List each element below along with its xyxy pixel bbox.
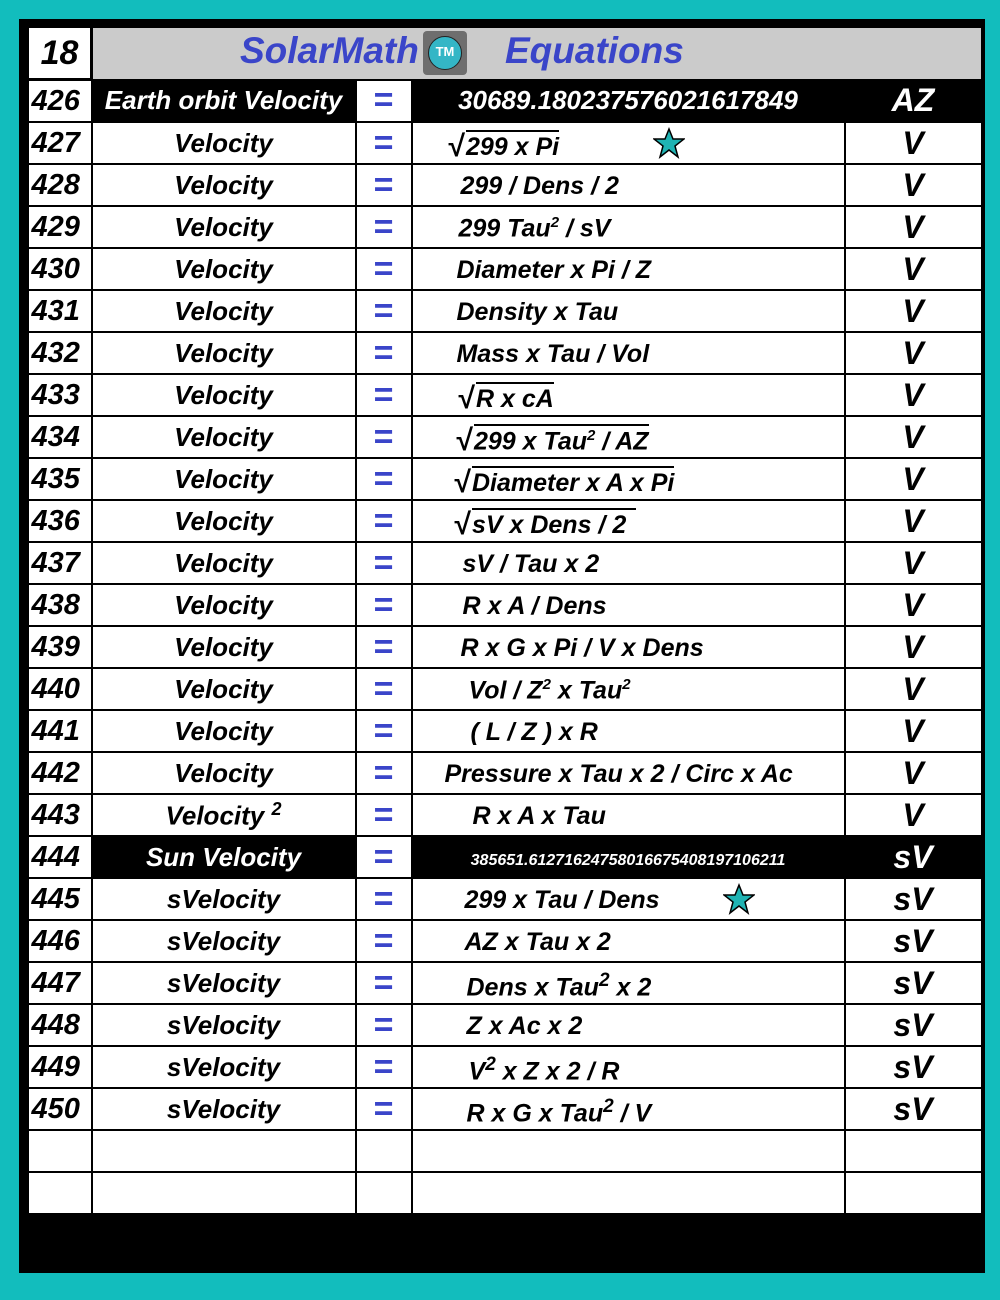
row-number: 439 [28,626,92,668]
equals-sign: = [356,416,412,458]
equals-sign: = [356,500,412,542]
row-number: 447 [28,962,92,1004]
empty-row [28,1172,982,1214]
variable-name: Velocity [92,752,356,794]
formula: R x G x Tau$^2$ / V [412,1088,845,1130]
square-root-icon: √ [456,424,473,458]
unit-symbol: V [845,122,982,164]
row-number: 437 [28,542,92,584]
variable-name: Velocity [92,206,356,248]
variable-name: sVelocity [92,1004,356,1046]
empty-cell [356,1172,412,1214]
variable-name: Velocity [92,500,356,542]
table-row [28,752,982,794]
variable-name: Velocity $^2$ [92,794,356,836]
variable-name: sVelocity [92,920,356,962]
variable-name: Velocity [92,416,356,458]
equals-sign: = [356,1088,412,1130]
formula: Dens x Tau$^2$ x 2 [412,962,845,1004]
equals-sign: = [356,920,412,962]
variable-name: sVelocity [92,1088,356,1130]
formula: Density x Tau [412,290,845,332]
formula: Z x Ac x 2 [412,1004,845,1046]
unit-symbol: V [845,290,982,332]
equals-sign: = [356,374,412,416]
formula-value: 30689.180237576021617849 [412,80,845,123]
formula: √ 299 x Pi [412,122,845,164]
table-row [28,1046,982,1088]
empty-cell [28,1130,92,1172]
formula: 299 / Dens / 2 [412,164,845,206]
table-row [28,878,982,920]
unit-symbol: sV [845,1088,982,1130]
formula: Pressure x Tau x 2 / Circ x Ac [412,752,845,794]
variable-name: sVelocity [92,1046,356,1088]
variable-name: Velocity [92,164,356,206]
equals-sign: = [356,584,412,626]
equals-sign: = [356,962,412,1004]
unit-symbol: V [845,416,982,458]
table-row [28,248,982,290]
variable-name: Velocity [92,290,356,332]
square-root-icon: √ [454,466,471,499]
equals-sign: = [356,710,412,752]
table-row [28,1004,982,1046]
equals-sign: = [356,752,412,794]
row-number: 429 [28,206,92,248]
variable-name: Sun Velocity [92,836,356,878]
formula: √ 299 x Tau$^2$ / AZ [412,416,845,458]
title-bar [92,27,982,80]
row-number: 442 [28,752,92,794]
variable-name: sVelocity [92,878,356,920]
row-number: 438 [28,584,92,626]
unit-symbol: V [845,206,982,248]
table-row [28,416,982,458]
table-row [28,374,982,416]
formula: AZ x Tau x 2 [412,920,845,962]
unit-symbol: V [845,458,982,500]
formula: ( L / Z ) x R [412,710,845,752]
equals-sign: = [356,458,412,500]
table-row [28,836,982,878]
equals-sign: = [356,1004,412,1046]
formula: Diameter x Pi / Z [412,248,845,290]
formula: sV / Tau x 2 [412,542,845,584]
row-number: 440 [28,668,92,710]
variable-name: Velocity [92,122,356,164]
variable-name: Velocity [92,332,356,374]
formula: √ Diameter x A x Pi [412,458,845,500]
row-number: 432 [28,332,92,374]
title-equations: Equations [505,29,684,71]
formula: R x A / Dens [412,584,845,626]
square-root-icon: √ [448,130,465,163]
formula: 299 x Tau / Dens [412,878,845,920]
row-number: 450 [28,1088,92,1130]
star-icon [723,883,755,915]
variable-name: Velocity [92,458,356,500]
variable-name: Earth orbit Velocity [92,80,356,123]
variable-name: Velocity [92,542,356,584]
variable-name: Velocity [92,584,356,626]
table-row [28,122,982,164]
star-icon [653,127,685,159]
formula: R x A x Tau [412,794,845,836]
formula: R x G x Pi / V x Dens [412,626,845,668]
equals-sign: = [356,836,412,878]
empty-cell [412,1172,845,1214]
variable-name: Velocity [92,626,356,668]
table-row [28,626,982,668]
table-row [28,668,982,710]
table-row [28,962,982,1004]
row-number: 430 [28,248,92,290]
unit-symbol: V [845,332,982,374]
table-row [28,206,982,248]
table-row [28,500,982,542]
table-row [28,584,982,626]
unit-symbol: V [845,584,982,626]
equals-sign: = [356,122,412,164]
empty-cell [845,1130,982,1172]
empty-cell [356,1130,412,1172]
unit-symbol: V [845,500,982,542]
unit-symbol: sV [845,1004,982,1046]
square-root-icon: √ [454,508,471,541]
unit-symbol: V [845,626,982,668]
title-solarmath: SolarMath [240,29,419,71]
row-number: 441 [28,710,92,752]
table-row [28,332,982,374]
unit-symbol: V [845,668,982,710]
formula: √ sV x Dens / 2 [412,500,845,542]
unit-symbol: V [845,542,982,584]
formula: Mass x Tau / Vol [412,332,845,374]
equals-sign: = [356,668,412,710]
row-number: 434 [28,416,92,458]
table-row [28,710,982,752]
equals-sign: = [356,80,412,123]
formula: 299 Tau$^2$ / sV [412,206,845,248]
unit-symbol: V [845,752,982,794]
variable-name: Velocity [92,710,356,752]
formula: √ R x cA [412,374,845,416]
table-row [28,290,982,332]
row-number: 433 [28,374,92,416]
table-row [28,80,982,123]
square-root-icon: √ [458,382,475,415]
equation-table [26,25,983,1215]
equation-sheet [19,19,985,1273]
empty-row [28,1130,982,1172]
equals-sign: = [356,332,412,374]
logo-icon: TM [423,31,467,75]
table-row [28,164,982,206]
equals-sign: = [356,1046,412,1088]
equals-sign: = [356,290,412,332]
unit-symbol: sV [845,878,982,920]
empty-cell [412,1130,845,1172]
equals-sign: = [356,206,412,248]
formula: $V^2$ x Z x 2 / R [412,1046,845,1088]
formula: Vol / $Z^2$ x Tau$^2$ [412,668,845,710]
unit-symbol: sV [845,962,982,1004]
unit-symbol: V [845,164,982,206]
equals-sign: = [356,542,412,584]
table-row [28,920,982,962]
unit-symbol: AZ [845,80,982,123]
empty-cell [28,1172,92,1214]
variable-name: Velocity [92,374,356,416]
equals-sign: = [356,164,412,206]
equals-sign: = [356,248,412,290]
table-row [28,458,982,500]
empty-cell [92,1172,356,1214]
unit-symbol: V [845,248,982,290]
table-row [28,794,982,836]
row-number: 431 [28,290,92,332]
row-number: 445 [28,878,92,920]
row-number: 448 [28,1004,92,1046]
empty-cell [845,1172,982,1214]
row-number: 446 [28,920,92,962]
row-number: 426 [28,80,92,123]
unit-symbol: sV [845,836,982,878]
title-row [28,27,982,80]
row-number: 428 [28,164,92,206]
row-number: 443 [28,794,92,836]
variable-name: sVelocity [92,962,356,1004]
page-number: 18 [28,27,92,80]
unit-symbol: V [845,710,982,752]
equals-sign: = [356,794,412,836]
unit-symbol: V [845,794,982,836]
row-number: 435 [28,458,92,500]
equals-sign: = [356,626,412,668]
unit-symbol: sV [845,920,982,962]
unit-symbol: sV [845,1046,982,1088]
formula-value: 385651.61271624758016675408197106211 [412,836,845,878]
unit-symbol: V [845,374,982,416]
row-number: 427 [28,122,92,164]
row-number: 449 [28,1046,92,1088]
table-row [28,1088,982,1130]
row-number: 444 [28,836,92,878]
variable-name: Velocity [92,668,356,710]
variable-name: Velocity [92,248,356,290]
equals-sign: = [356,878,412,920]
empty-cell [92,1130,356,1172]
row-number: 436 [28,500,92,542]
table-row [28,542,982,584]
